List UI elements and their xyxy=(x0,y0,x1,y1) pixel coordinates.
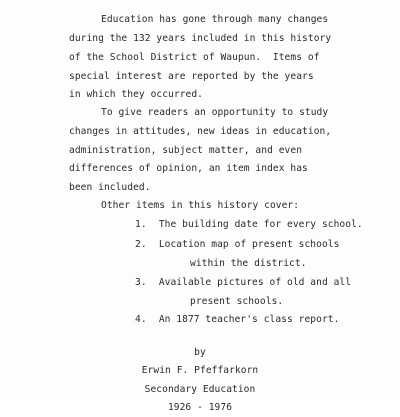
list-item-text-continued: present schools. xyxy=(190,296,284,307)
list-item-text: Available pictures of old and all xyxy=(158,277,352,288)
paragraph-2-line-4: differences of opinion, an item index has xyxy=(69,163,308,174)
paragraph-2-line-2: changes in attitudes, new ideas in education, xyxy=(69,126,332,137)
list-item-number: 4. xyxy=(135,314,147,325)
paragraph-1-line-4: special interest are reported by the years xyxy=(69,71,314,82)
paragraph-2-line-3: administration, subject matter, and even xyxy=(69,145,303,156)
credit-years: 1926 - 1976 xyxy=(167,401,233,413)
credit-author: Erwin F. Pfeffarkorn xyxy=(141,364,259,376)
list-item-number: 1. xyxy=(135,219,147,230)
paragraph-1-line-1: Education has gone through many changes xyxy=(101,14,329,25)
list-item-number: 2. xyxy=(135,239,147,250)
paragraph-2-line-5: been included. xyxy=(69,182,151,193)
list-item-text: The building date for every school. xyxy=(158,219,363,230)
paragraph-2-line-1: To give readers an opportunity to study xyxy=(101,107,329,118)
credit-by: by xyxy=(194,346,206,358)
credit-department: Secondary Education xyxy=(144,383,256,395)
list-item-text: An 1877 teacher's class report. xyxy=(158,314,340,325)
paragraph-1-line-3: of the School District of Waupun. Items of xyxy=(69,52,320,63)
paragraph-1-line-5: in which they occurred. xyxy=(69,89,203,100)
list-item-text-continued: within the district. xyxy=(190,258,307,269)
list-item-text: Location map of present schools xyxy=(158,239,340,250)
list-intro: Other items in this history cover: xyxy=(101,200,300,211)
list-item-number: 3. xyxy=(135,277,147,288)
paragraph-1-line-2: during the 132 years included in this history xyxy=(69,33,332,44)
